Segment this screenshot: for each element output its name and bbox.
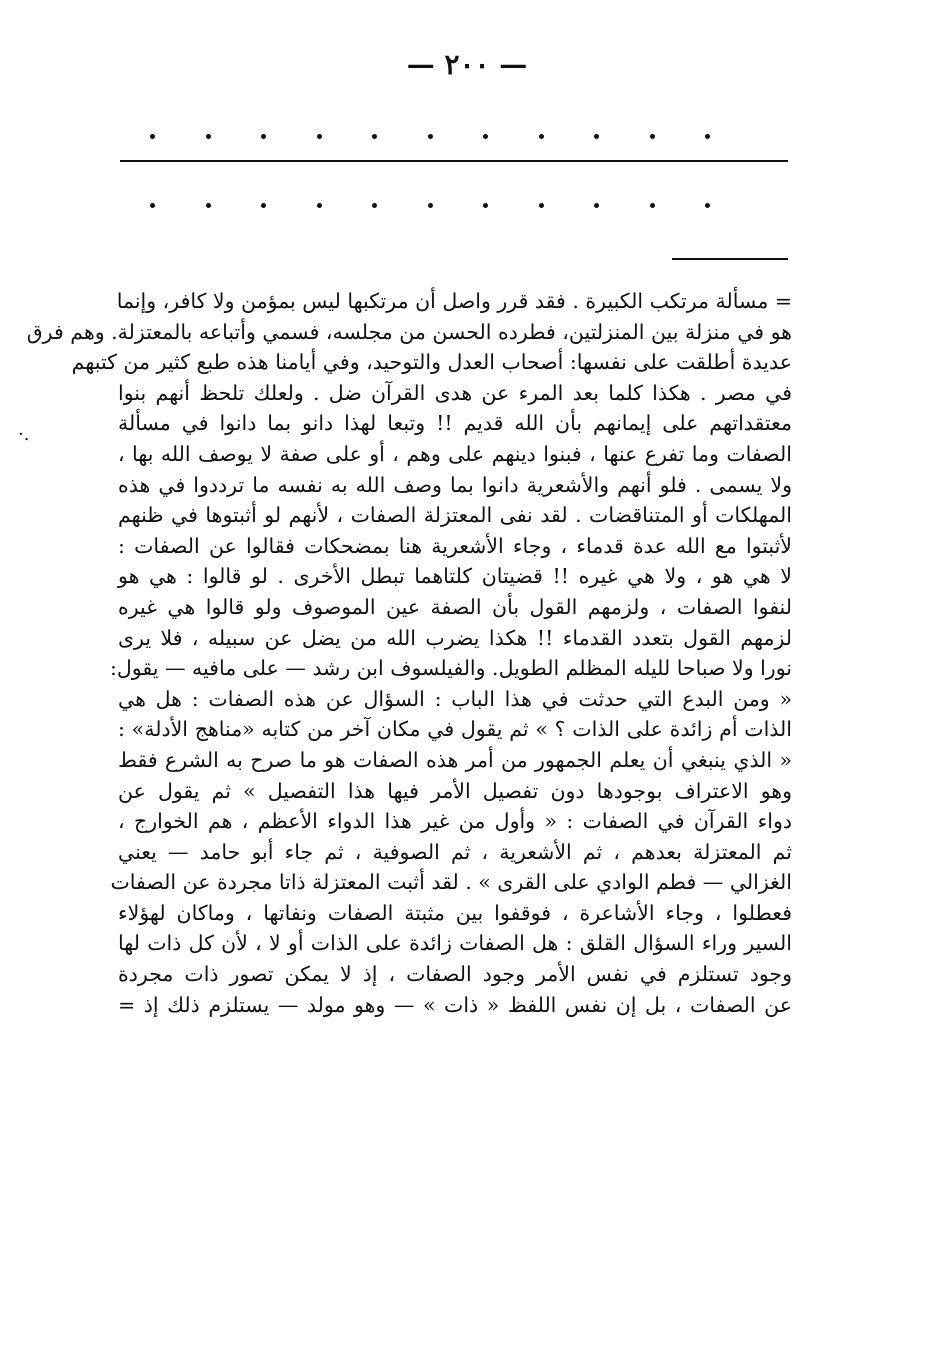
text-line: عديدة أطلقت على نفسها: أصحاب العدل والتوحيد، وفي أيامنا هذه طبع كثير من كتبهم <box>71 350 792 375</box>
ornament-dot <box>650 134 655 139</box>
text-line: وجود تستلزم في نفس الأمر وجود الصفات ، إذ لا يمكن تصور ذات مجردة <box>118 962 792 987</box>
ornament-dot <box>650 203 655 208</box>
text-line: الصفات وما تفرع عنها ، فبنوا دينهم على وهم ، أو على صفة لا يوصف الله بها ، <box>118 441 792 466</box>
ornament-dot <box>705 203 710 208</box>
text-line: لزمهم القول بتعدد القدماء !! هكذا يضرب الله من يضل عن سبيله ، فلا يرى <box>118 625 792 650</box>
ornament-dot <box>428 203 433 208</box>
text-line: معتقداتهم على إيمانهم بأن الله قديم !! وتبعا لهذا دانو بما دانوا في مسألة <box>118 411 792 436</box>
text-line: وهو الاعتراف بوجودها دون تفصيل الأمر فيها هذا التفصيل » ثم يقول عن <box>118 778 792 803</box>
footnote-body <box>26 286 792 1020</box>
ornament-dot <box>372 203 377 208</box>
ornament-dot <box>372 134 377 139</box>
ornament-dot <box>705 134 710 139</box>
text-line: في مصر . هكذا كلما بعد المرء عن هدى القرآن ضل . ولعلك تلحظ أنهم بنوا <box>118 380 792 405</box>
ornament-dot <box>594 203 599 208</box>
ornament-dot <box>539 134 544 139</box>
text-line: = مسألة مرتكب الكبيرة . فقد قرر واصل أن مرتكبها ليس بمؤمن ولا كافر، وإنما <box>116 289 792 313</box>
footnote-separator-rule <box>672 258 788 260</box>
ornament-dot <box>539 203 544 208</box>
ornament-dot <box>150 203 155 208</box>
text-line: دواء القرآن في الصفات : « وأول من غير هذا الدواء الأعظم ، هم الخوارج ، <box>118 809 792 834</box>
text-line: الذات أم زائدة على الذات ؟ » ثم يقول في مكان آخر من كتابه «مناهج الأدلة» : <box>118 717 792 742</box>
ornament-dot <box>261 134 266 139</box>
ornament-dot <box>594 134 599 139</box>
ornament-dot <box>150 134 155 139</box>
ornament-dots-bottom <box>150 203 710 208</box>
ornament-dot <box>317 134 322 139</box>
text-line: هو في منزلة بين المنزلتين، فطرده الحسن من مجلسه، فسمي وأتباعه بالمعتزلة. وهم فرق <box>26 319 792 344</box>
text-line: لا هي هو ، ولا هي غيره !! قضيتان كلتاهما تبطل الأخرى . لو قالوا : هي هو <box>118 564 792 589</box>
text-line: لأثبتوا مع الله عدة قدماء ، وجاء الأشعرية هنا بمضحكات فقالوا عن الصفات : <box>118 533 792 558</box>
text-line: السير وراء السؤال القلق : هل الصفات زائدة على الذات أو لا ، لأن كل ذات لها <box>118 931 792 956</box>
text-line: المهلكات أو المتناقضات . لقد نفى المعتزلة الصفات ، لأنهم لو أثبتوها في ظنهم <box>118 503 792 528</box>
text-line: عن الصفات ، بل إن نفس اللفظ « ذات » — وهو مولد — يستلزم ذلك إذ = <box>118 992 792 1017</box>
text-line: فعطلوا ، وجاء الأشاعرة ، فوقفوا بين مثبتة الصفات ونفاتها ، وماكان لهؤلاء <box>118 900 792 925</box>
text-line: لنفوا الصفات ، ولزمهم القول بأن الصفة عين الموصوف ولو قالوا هي غيره <box>118 594 792 619</box>
text-line: الغزالي — فطم الوادي على القرى » . لقد أثبت المعتزلة ذاتا مجردة عن الصفات <box>110 870 792 895</box>
ornament-dot <box>317 203 322 208</box>
ornament-dot <box>261 203 266 208</box>
ornament-dots-top <box>150 134 710 139</box>
ornament-dot <box>206 134 211 139</box>
page-number: — ٢٠٠ — <box>406 48 528 81</box>
text-line: ولا يسمى . فلو أنهم والأشعرية دانوا بما وصف الله به نفسه ما ترددوا في هذه <box>118 472 792 497</box>
ornament-dot <box>428 134 433 139</box>
text-line: ثم المعتزلة بعدهم ، ثم الأشعرية ، ثم الصوفية ، ثم جاء أبو حامد — يعني <box>118 839 792 864</box>
ornament-dot <box>483 134 488 139</box>
ornament-dot <box>483 203 488 208</box>
text-line: « ومن البدع التي حدثت في هذا الباب : السؤال عن هذه الصفات : هل هي <box>118 686 792 711</box>
separator-rule <box>120 160 788 162</box>
ornament-dot <box>206 203 211 208</box>
text-line: « الذي ينبغي أن يعلم الجمهور من أمر هذه الصفات هو ما صرح به الشرع فقط <box>118 747 792 772</box>
text-line: نورا ولا صباحا لليله المظلم الطويل. والفيلسوف ابن رشد — على مافيه — يقول: <box>109 656 792 681</box>
margin-mark: ·. <box>18 424 30 445</box>
